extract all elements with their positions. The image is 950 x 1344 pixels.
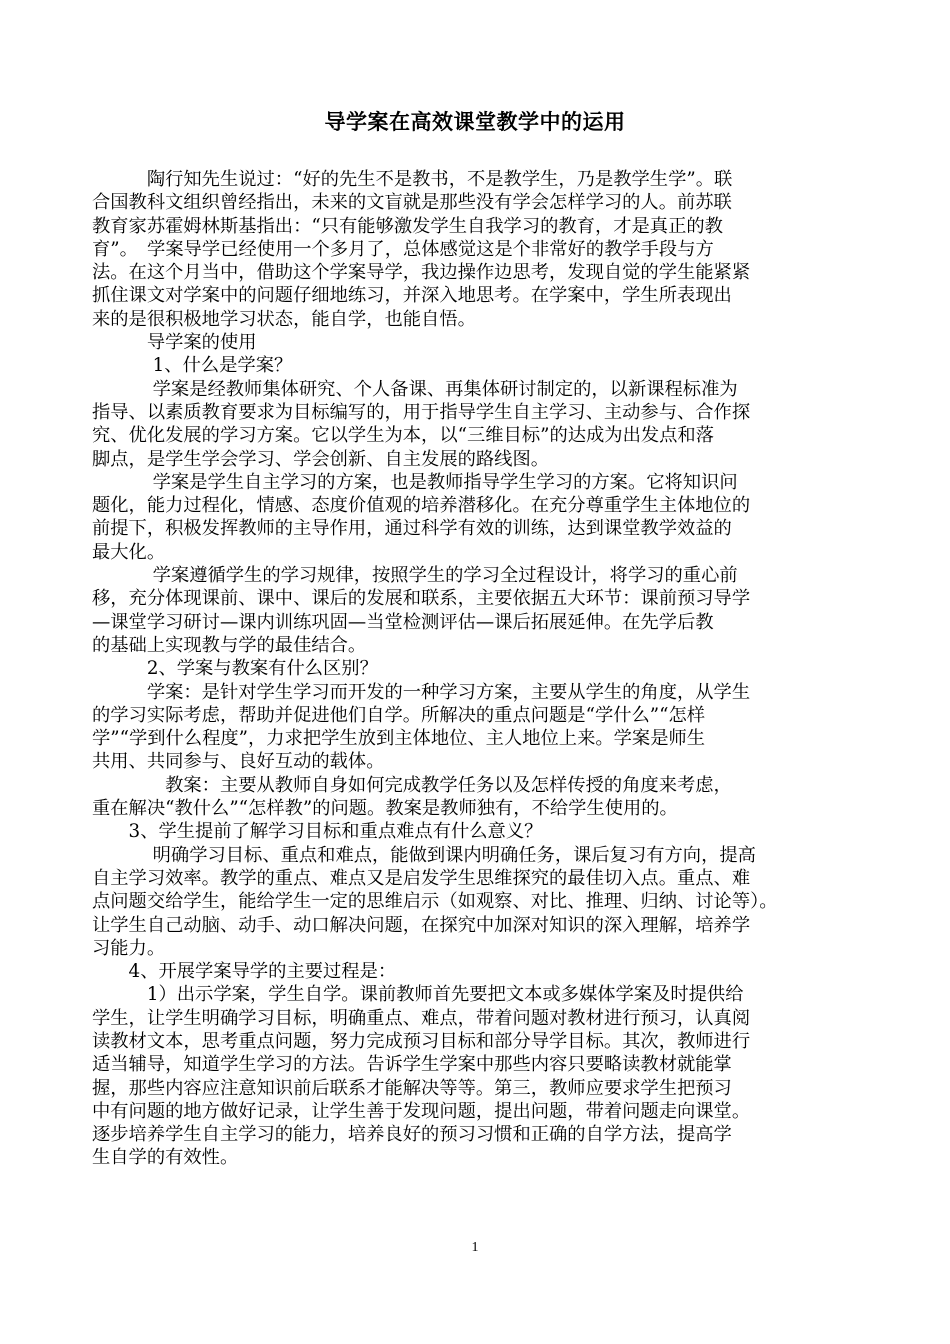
text-line: 指导、以素质教育要求为目标编写的，用于指导学生自主学习、主动参与、合作探 [92,401,751,423]
text-line: 1）出示学案，学生自学。课前教师首先要把文本或多媒体学案及时提供给 [92,984,744,1006]
text-line: 点问题交给学生，能给学生一定的思维启示（如观察、对比、推理、归纳、讨论等）。 [92,891,778,913]
text-line: 题化，能力过程化，情感、态度价值观的培养潜移化。在充分尊重学生主体地位的 [92,495,751,517]
text-line: 法。在这个月当中，借助这个学案导学，我边操作边思考，发现自觉的学生能紧紧 [92,262,751,284]
text-line: 学案是经教师集体研究、个人备课、再集体研讨制定的，以新课程标准为 [92,378,738,400]
text-line: 学案：是针对学生学习而开发的一种学习方案，主要从学生的角度，从学生 [92,681,751,703]
text-line: 3、学生提前了解学习目标和重点难点有什么意义？ [92,821,543,843]
text-line: 适当辅导，知道学生学习的方法。告诉学生学案中那些内容只要略读教材就能掌 [92,1054,732,1076]
text-line: 2、学案与教案有什么区别？ [92,658,378,680]
text-line: 重在解决“教什么”“怎样教”的问题。教案是教师独有，不给学生使用的。 [92,798,678,820]
document-title: 导学案在高效课堂教学中的运用 [324,110,626,134]
text-line: 陶行知先生说过：“好的先生不是教书，不是教学生，乃是教学生学”。联 [92,169,733,190]
text-line: 1、什么是学案？ [92,355,293,377]
text-line: 学生，让学生明确学习目标，明确重点、难点，带着问题对教材进行预习，认真阅 [92,1007,751,1029]
text-line: 前提下，积极发挥教师的主导作用，通过科学有效的训练，达到课堂教学效益的 [92,518,732,540]
text-line: 学案遵循学生的学习规律，按照学生的学习全过程设计，将学习的重心前 [92,565,738,587]
text-line: 学案是学生自主学习的方案，也是教师指导学生学习的方案。它将知识问 [92,471,738,493]
text-line: 自主学习效率。教学的重点、难点又是启发学生思维探究的最佳切入点。重点、难 [92,867,751,889]
document-body [92,168,866,1170]
text-line: 究、优化发展的学习方案。它以学生为本，以“三维目标”的达成为出发点和落 [92,425,714,447]
text-line: 移，充分体现课前、课中、课后的发展和联系，主要依据五大环节：课前预习导学 [92,588,751,610]
text-line: 习能力。 [92,937,166,959]
text-line: 合国教科文组织曾经指出，未来的文盲就是那些没有学会怎样学习的人。前苏联 [92,192,732,214]
text-line: 明确学习目标、重点和难点，能做到课内明确任务，课后复习有方向，提高 [92,844,756,866]
text-line: 育”。 学案导学已经使用一个多月了，总体感觉这是个非常好的教学手段与方 [92,238,714,260]
text-line: 来的是很积极地学习状态，能自学，也能自悟。 [92,308,476,330]
text-line: 读教材文本，思考重点问题，努力完成预习目标和部分导学目标。其次，教师进行 [92,1030,751,1052]
text-line: 的基础上实现教与学的最佳结合。 [92,634,367,656]
text-line: 共用、共同参与、良好互动的载体。 [92,751,385,773]
text-line: 最大化。 [92,541,166,563]
text-line: 抓住课文对学案中的问题仔细地练习，并深入地思考。在学案中，学生所表现出 [92,285,732,307]
text-line: 脚点，是学生学会学习、学会创新、自主发展的路线图。 [92,448,550,470]
text-line: 的学习实际考虑，帮助并促进他们自学。所解决的重点问题是“学什么”“怎样 [92,704,706,726]
text-line: 握，那些内容应注意知识前后联系才能解决等等。第三，教师应要求学生把预习 [92,1077,732,1099]
page-number: 1 [471,1240,479,1255]
text-line: 导学案的使用 [92,332,257,354]
text-line: 逐步培养学生自主学习的能力，培养良好的预习习惯和正确的自学方法，提高学 [92,1124,732,1146]
text-line: 4、开展学案导学的主要过程是： [92,961,397,983]
text-line: 让学生自己动脑、动手、动口解决问题，在探究中加深对知识的深入理解，培养学 [92,914,751,936]
text-line: 教案：主要从教师自身如何完成教学任务以及怎样传授的角度来考虑， [92,774,732,796]
text-line: 学”“学到什么程度”，力求把学生放到主体地位、主人地位上来。学案是师生 [92,728,706,750]
text-line: 中有问题的地方做好记录，让学生善于发现问题，提出问题，带着问题走向课堂。 [92,1100,751,1122]
text-line: 生自学的有效性。 [92,1147,239,1169]
text-line: 教育家苏霍姆林斯基指出：“只有能够激发学生自我学习的教育，才是真正的教 [92,215,723,237]
text-line: —课堂学习研讨—课内训练巩固—当堂检测评估—课后拓展延伸。在先学后教 [92,611,714,633]
